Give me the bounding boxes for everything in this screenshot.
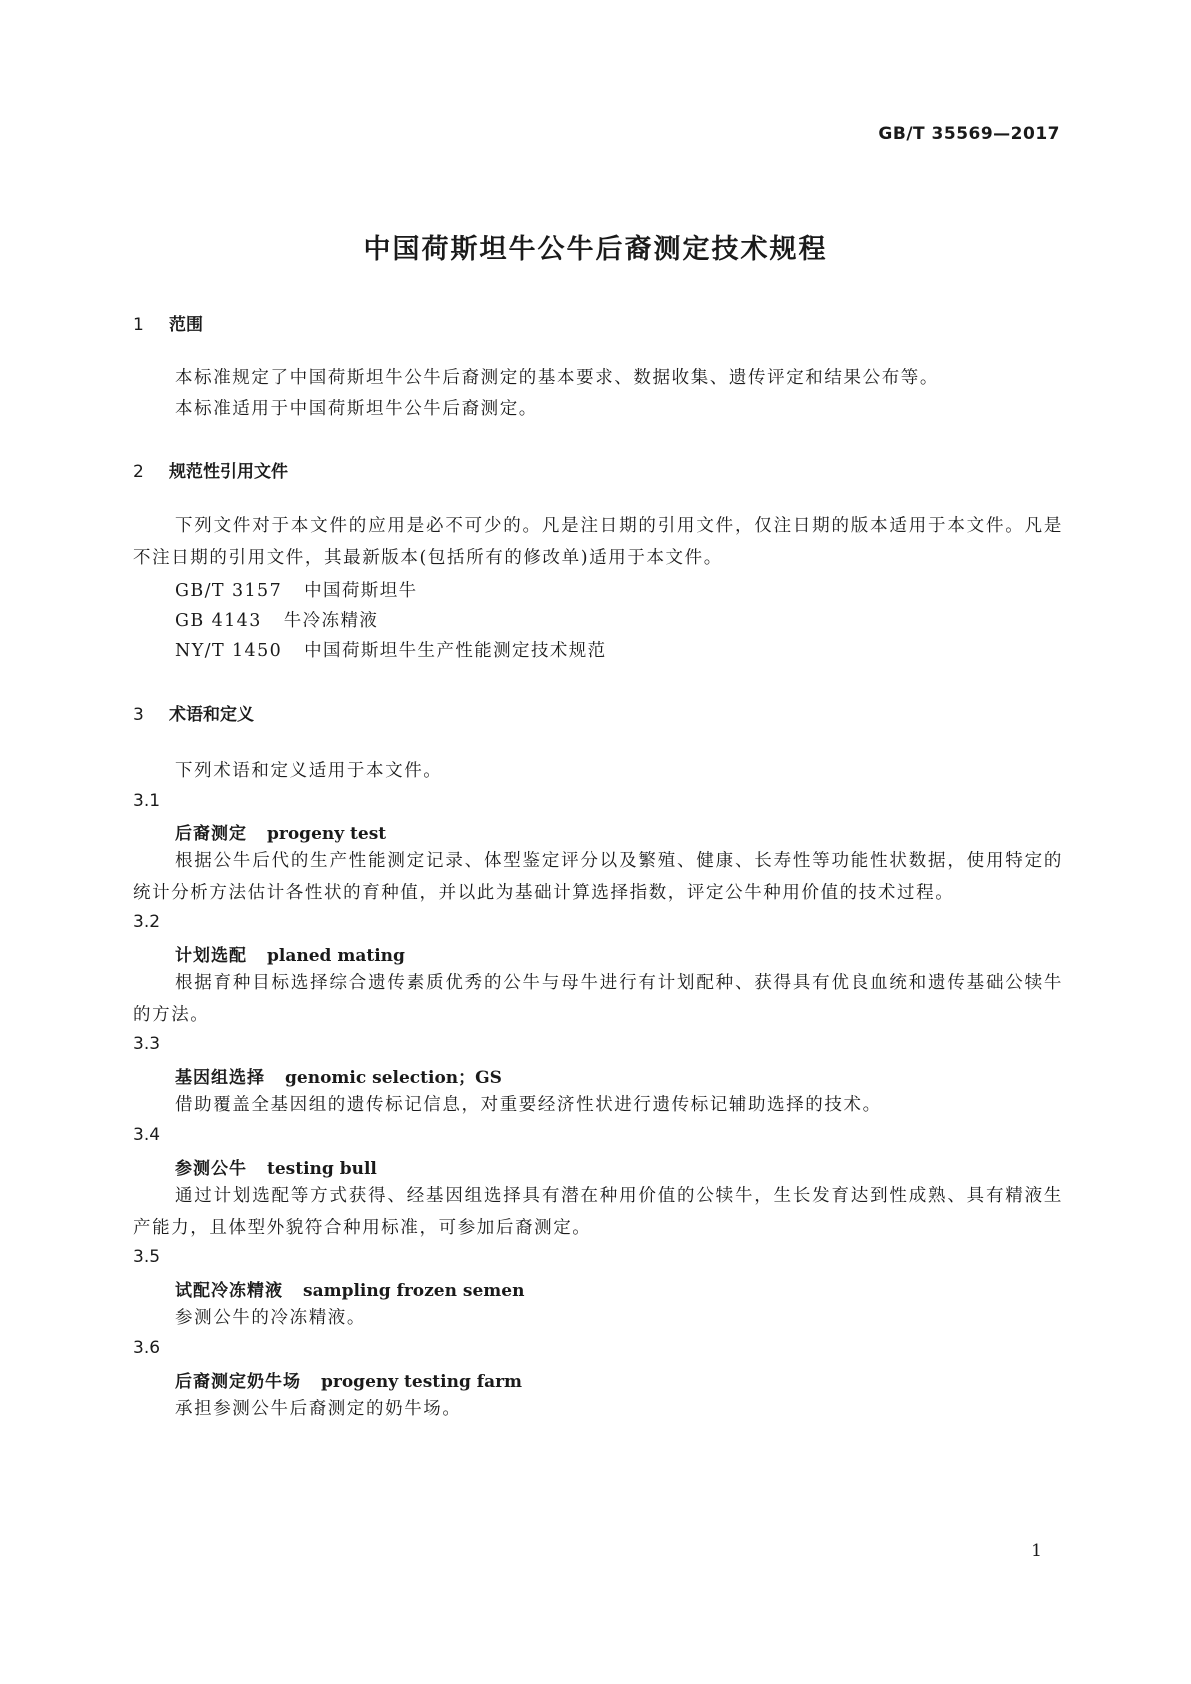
- term-definition: 根据公牛后代的生产性能测定记录、体型鉴定评分以及繁殖、健康、长寿性等功能性状数据，使用特定的统计分析方法估计各性状的育种值，并以此为基础计算选择指数，评定公牛种用价值的技术过程。: [133, 851, 1063, 903]
- term-definition: 借助覆盖全基因组的遗传标记信息，对重要经济性状进行遗传标记辅助选择的技术。: [175, 1095, 882, 1115]
- section-title: 术语和定义: [169, 705, 254, 725]
- document-title: 中国荷斯坦牛公牛后裔测定技术规程: [363, 234, 828, 265]
- standard-code: GB/T 35569—2017: [878, 124, 1060, 144]
- term-name-zh: 计划选配: [175, 946, 247, 966]
- term-name: [175, 819, 386, 844]
- reference-code: GB/T 3157: [175, 581, 283, 601]
- reference-item: [175, 637, 607, 662]
- reference-title: 中国荷斯坦牛: [304, 581, 418, 601]
- term-name-zh: 基因组选择: [175, 1068, 265, 1088]
- term-name-zh: 参测公牛: [175, 1159, 247, 1179]
- term-number: 3.5: [133, 1247, 161, 1267]
- term-name-en: sampling frozen semen: [303, 1281, 525, 1301]
- term-name: [175, 1276, 524, 1301]
- paragraph: 本标准适用于中国荷斯坦牛公牛后裔测定。: [175, 399, 538, 419]
- term-definition: 参测公牛的冷冻精液。: [175, 1308, 366, 1328]
- section-title: 规范性引用文件: [169, 462, 288, 482]
- section-number: 2: [133, 462, 144, 482]
- term-name-zh: 后裔测定奶牛场: [175, 1372, 301, 1392]
- term-name-en: progeny test: [267, 824, 387, 844]
- term-number: 3.4: [133, 1125, 161, 1145]
- reference-code: GB 4143: [175, 611, 262, 631]
- term-name-zh: 试配冷冻精液: [175, 1281, 283, 1301]
- term-definition: 根据育种目标选择综合遗传素质优秀的公牛与母牛进行有计划配种、获得具有优良血统和遗传基础公犊牛的方法。: [133, 973, 1063, 1025]
- paragraph: 下列术语和定义适用于本文件。: [175, 761, 443, 781]
- section-3-heading: [133, 700, 254, 725]
- term-name: [175, 1367, 522, 1392]
- reference-title: 牛冷冻精液: [283, 611, 379, 631]
- reference-code: NY/T 1450: [175, 641, 283, 661]
- term-name-en: testing bull: [267, 1159, 377, 1179]
- term-definition: 承担参测公牛后裔测定的奶牛场。: [175, 1399, 462, 1419]
- term-number: 3.1: [133, 791, 161, 811]
- reference-item: [175, 577, 418, 602]
- term-name: [175, 941, 405, 966]
- page-number: 1: [1031, 1541, 1042, 1561]
- term-number: 3.2: [133, 912, 161, 932]
- section-2-heading: [133, 457, 288, 482]
- section-1-heading: [133, 310, 203, 335]
- reference-title: 中国荷斯坦牛生产性能测定技术规范: [304, 641, 607, 661]
- section-title: 范围: [169, 315, 203, 335]
- term-number: 3.3: [133, 1034, 161, 1054]
- term-number: 3.6: [133, 1338, 161, 1358]
- section-number: 3: [133, 705, 144, 725]
- term-definition: 通过计划选配等方式获得、经基因组选择具有潜在种用价值的公犊牛，生长发育达到性成熟、具有精液生产能力，且体型外貌符合种用标准，可参加后裔测定。: [133, 1186, 1063, 1238]
- term-name-en: planed mating: [267, 946, 405, 966]
- term-name-zh: 后裔测定: [175, 824, 247, 844]
- term-name: [175, 1063, 502, 1088]
- section-number: 1: [133, 315, 144, 335]
- term-name-en: progeny testing farm: [321, 1372, 523, 1392]
- reference-item: [175, 607, 378, 632]
- term-name-en: genomic selection；GS: [285, 1068, 502, 1088]
- paragraph: 下列文件对于本文件的应用是必不可少的。凡是注日期的引用文件，仅注日期的版本适用于本文件。凡是不注日期的引用文件，其最新版本(包括所有的修改单)适用于本文件。: [133, 516, 1063, 568]
- term-name: [175, 1154, 377, 1179]
- paragraph: 本标准规定了中国荷斯坦牛公牛后裔测定的基本要求、数据收集、遗传评定和结果公布等。: [175, 368, 939, 388]
